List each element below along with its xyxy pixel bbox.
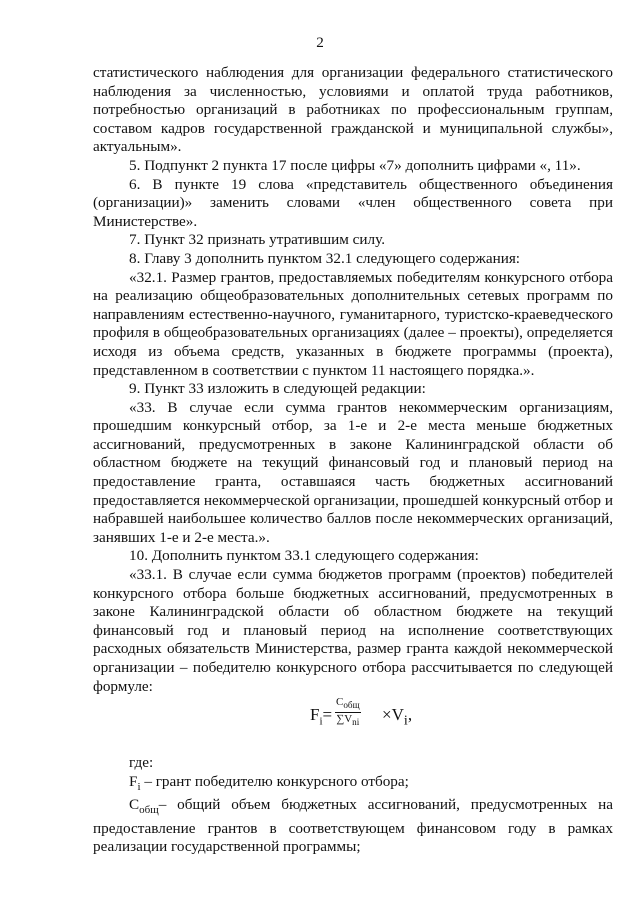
paragraph: статистического наблюдения для организации федерального статистического наблюдения за численностью, условиями и оплатой труда работников, потребностью организаций в работниках по профессиональным группам, составом кадров государственной гражданской и муниципальной службы», актуальным». bbox=[93, 64, 613, 156]
formula-fraction bbox=[335, 696, 361, 729]
paragraph: 9. Пункт 33 изложить в следующей редакции: bbox=[129, 380, 426, 398]
where-label: где: bbox=[129, 754, 154, 771]
formula-lhs: $F_i=$ bbox=[310, 705, 333, 728]
definition-cobsh: $C_{общ}-$ общий объем бюджетных ассигнований, предусмотренных на предоставление грантов в соответствующем финансовом году в рамках реализации государственной программы; bbox=[93, 796, 613, 856]
paragraph: 6. В пункте 19 слова «представитель общественного объединения (организации)» заменить словами «член общественного совета при Министерстве». bbox=[93, 175, 613, 230]
paragraph: 5. Подпункт 2 пункта 17 после цифры «7» дополнить цифрами «, 11». bbox=[129, 156, 581, 174]
document-body bbox=[93, 64, 613, 696]
page-number: 2 bbox=[316, 34, 324, 51]
paragraph: 10. Дополнить пунктом 33.1 следующего содержания: bbox=[129, 547, 479, 565]
formula-numerator: $C_{общ}$ bbox=[335, 696, 361, 713]
paragraph: 8. Главу 3 дополнить пунктом 32.1 следующего содержания: bbox=[129, 249, 521, 267]
paragraph: 7. Пункт 32 признать утратившим силу. bbox=[129, 231, 385, 249]
paragraph: «33.1. В случае если сумма бюджетов программ (проектов) победителей конкурсного отбора больше бюджетных ассигнований, предусмотренных в законе Калининградской области об областном бюджете на текущий финансовый год и плановый период на исполнение соответствующих расходных обязательств Министерства, размер гранта каждой некоммерческой организации – победителю конкурсного отбора рассчитывается по следующей формуле: bbox=[93, 566, 613, 695]
paragraph: «32.1. Размер грантов, предоставляемых победителям конкурсного отбора на реализацию общеобразовательных дополнительных сетевых программ по направлениям естественно-научного, гуманитарного, туристско-краеведческого профиля в общеобразовательных организациях (далее – проекты), определяется исходя из объема средств, указанных в бюджете программы (проекта), представленном в соответствии с пунктом 11 настоящего порядка.». bbox=[93, 268, 613, 379]
definition-fi: $F_i$ – грант победителю конкурсного отбора; bbox=[129, 772, 409, 793]
formula-multiplier: $\times V_i$, bbox=[382, 705, 413, 729]
paragraph: «33. В случае если сумма грантов некоммерческим организациям, прошедшим конкурсный отбор, за 1-е и 2-е места меньше бюджетных ассигнований, предусмотренных в законе Калининградской области об областном бюджете на текущий финансовый год и плановый период на предоставление гранта, оставшаяся часть бюджетных ассигнований предоставляется некоммерческой организации, прошедшей конкурсный отбор и набравшей наибольшее количество баллов после некоммерческих организаций, занявших 1-е и 2-е места.». bbox=[93, 398, 613, 546]
grant-formula bbox=[300, 696, 420, 736]
definitions bbox=[93, 754, 613, 857]
formula-denominator: $\sum V_{ni}$ bbox=[336, 713, 360, 728]
